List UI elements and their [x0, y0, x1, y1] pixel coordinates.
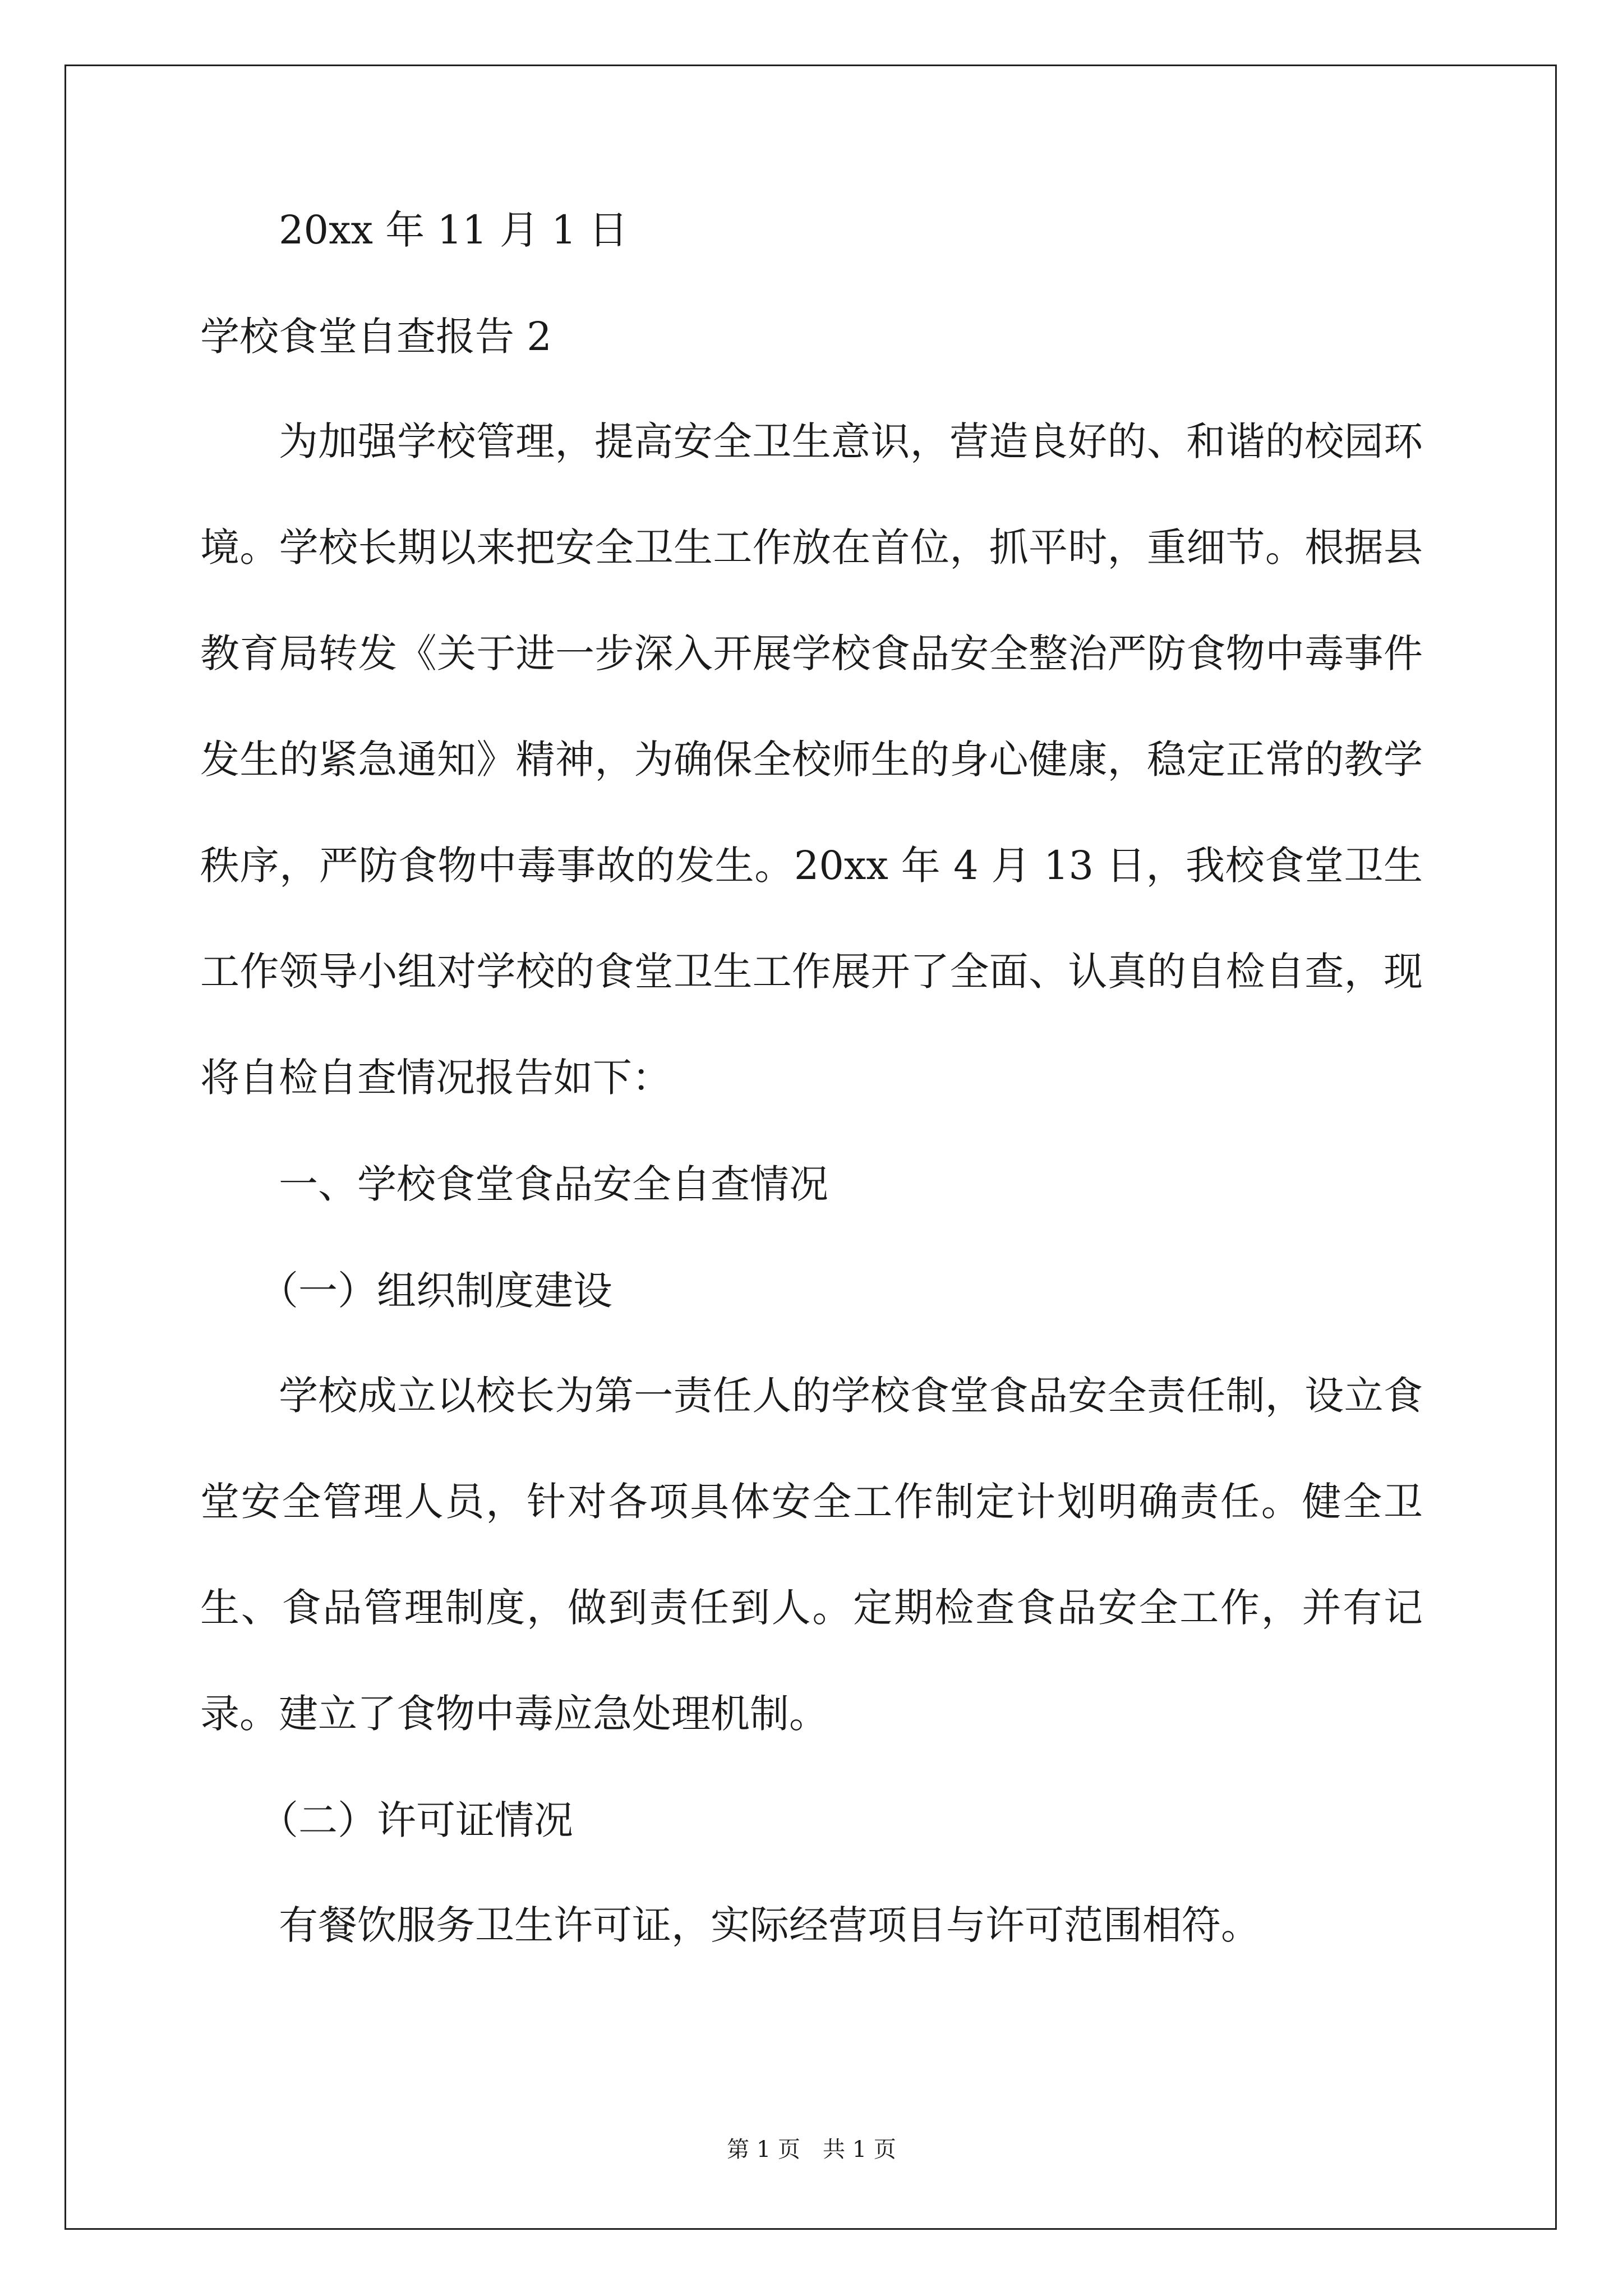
page-footer: 第 1 页 共 1 页: [727, 2137, 896, 2162]
subsection-heading-1: （一）组织制度建设: [259, 1268, 612, 1314]
subsection-2-paragraph: 有餐饮服务卫生许可证，实际经营项目与许可范围相符。: [279, 1902, 1260, 1948]
date-line: 20xx 年 11 月 1 日: [279, 207, 628, 253]
document-body: [200, 208, 1423, 1978]
section-heading-1: 一、学校食堂食品安全自查情况: [279, 1161, 828, 1207]
intro-paragraph: 为加强学校管理，提高安全卫生意识，营造良好的、和谐的校园环境。学校长期以来把安全卫生工作放在首位，抓平时，重细节。根据县教育局转发《关于进一步深入开展学校食品安全整治严防食物中毒事件发生的紧急通知》精神，为确保全校师生的身心健康，稳定正常的教学秩序，严防食物中毒事故的发生。20xx 年 4 月 13 日，我校食堂卫生工作领导小组对学校的食堂卫生工作展开了全面、认真的自检自查，现将自检自查情况报告如下：: [200, 418, 1423, 1101]
report-title: 学校食堂自查报告 2: [200, 314, 552, 360]
subsection-1-paragraph: 学校成立以校长为第一责任人的学校食堂食品安全责任制，设立食堂安全管理人员，针对各项具体安全工作制定计划明确责任。健全卫生、食品管理制度，做到责任到人。定期检查食品安全工作，并有记录。建立了食物中毒应急处理机制。: [200, 1373, 1423, 1737]
subsection-heading-2: （二）许可证情况: [259, 1797, 573, 1843]
